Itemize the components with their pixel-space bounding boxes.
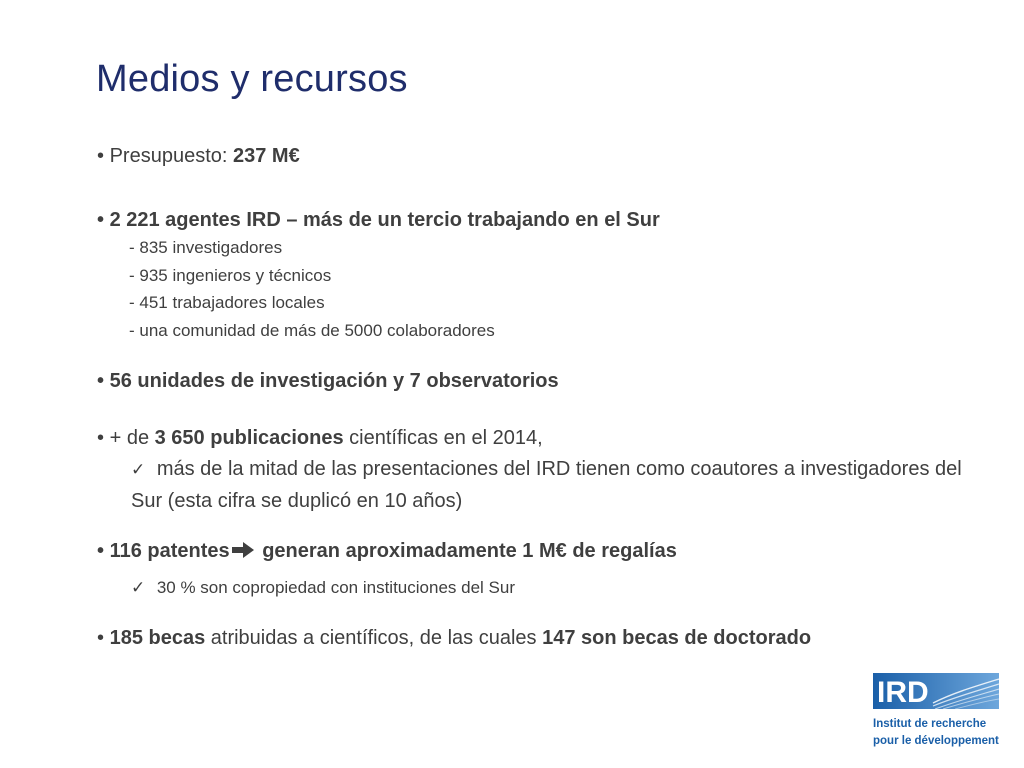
bullet-icon: • xyxy=(97,209,105,231)
agents-heading: 2 221 agentes IRD – más de un tercio trabajando en el Sur xyxy=(109,209,660,231)
ird-logo-line1: Institut de recherche xyxy=(873,718,987,730)
check-icon: ✓ xyxy=(131,578,146,598)
grants-doctoral: 147 son becas de doctorado xyxy=(542,627,812,649)
bullet-icon: • xyxy=(97,370,105,392)
publications-detail-item xyxy=(97,454,977,517)
publications-detail: más de la mitad de las presentaciones del IRD tienen como coautores a investigadores del Sur (esta cifra se duplicó en 10 años) xyxy=(131,458,962,512)
units-item xyxy=(97,368,977,394)
budget-label: Presupuesto: xyxy=(109,145,233,167)
grants-item xyxy=(97,625,977,651)
publications-count: 3 650 publicaciones xyxy=(154,427,344,449)
bullet-icon: • xyxy=(97,540,105,562)
units-text: 56 unidades de investigación y 7 observatorios xyxy=(109,370,559,392)
check-icon: ✓ xyxy=(131,460,146,480)
patents-detail-item xyxy=(97,572,977,604)
grants-count: 185 becas xyxy=(109,627,206,649)
bullet-icon: • xyxy=(97,145,105,167)
grants-middle: atribuidas a científicos, de las cuales xyxy=(205,627,543,649)
publications-prefix: + de xyxy=(109,427,155,449)
agents-sub-item: - una comunidad de más de 5000 colaboradores xyxy=(129,320,495,340)
publications-suffix: científicas en el 2014, xyxy=(343,427,543,449)
patents-detail: 30 % son copropiedad con instituciones del Sur xyxy=(156,578,515,597)
bullet-icon: • xyxy=(97,627,105,649)
publications-item xyxy=(97,425,977,517)
agents-sub-item: - 935 ingenieros y técnicos xyxy=(129,265,332,285)
ird-acronym: IRD xyxy=(877,676,929,709)
ird-logo xyxy=(873,673,999,748)
ird-logo-line2: pour le développement xyxy=(873,735,999,747)
slide-title: Medios y recursos xyxy=(96,58,408,100)
agents-sub-item: - 451 trabajadores locales xyxy=(129,293,325,312)
agents-sub-item: - 835 investigadores xyxy=(129,238,283,257)
patents-item xyxy=(97,538,977,604)
arrow-right-icon xyxy=(231,541,255,559)
bullet-icon: • xyxy=(97,427,105,449)
budget-item xyxy=(97,143,977,169)
agents-item xyxy=(97,207,977,344)
ird-logo-mark xyxy=(873,673,999,709)
budget-value: 237 M€ xyxy=(233,145,300,167)
patents-count: 116 patentes xyxy=(109,540,230,562)
patents-text: generan aproximadamente 1 M€ de regalías xyxy=(256,540,677,562)
